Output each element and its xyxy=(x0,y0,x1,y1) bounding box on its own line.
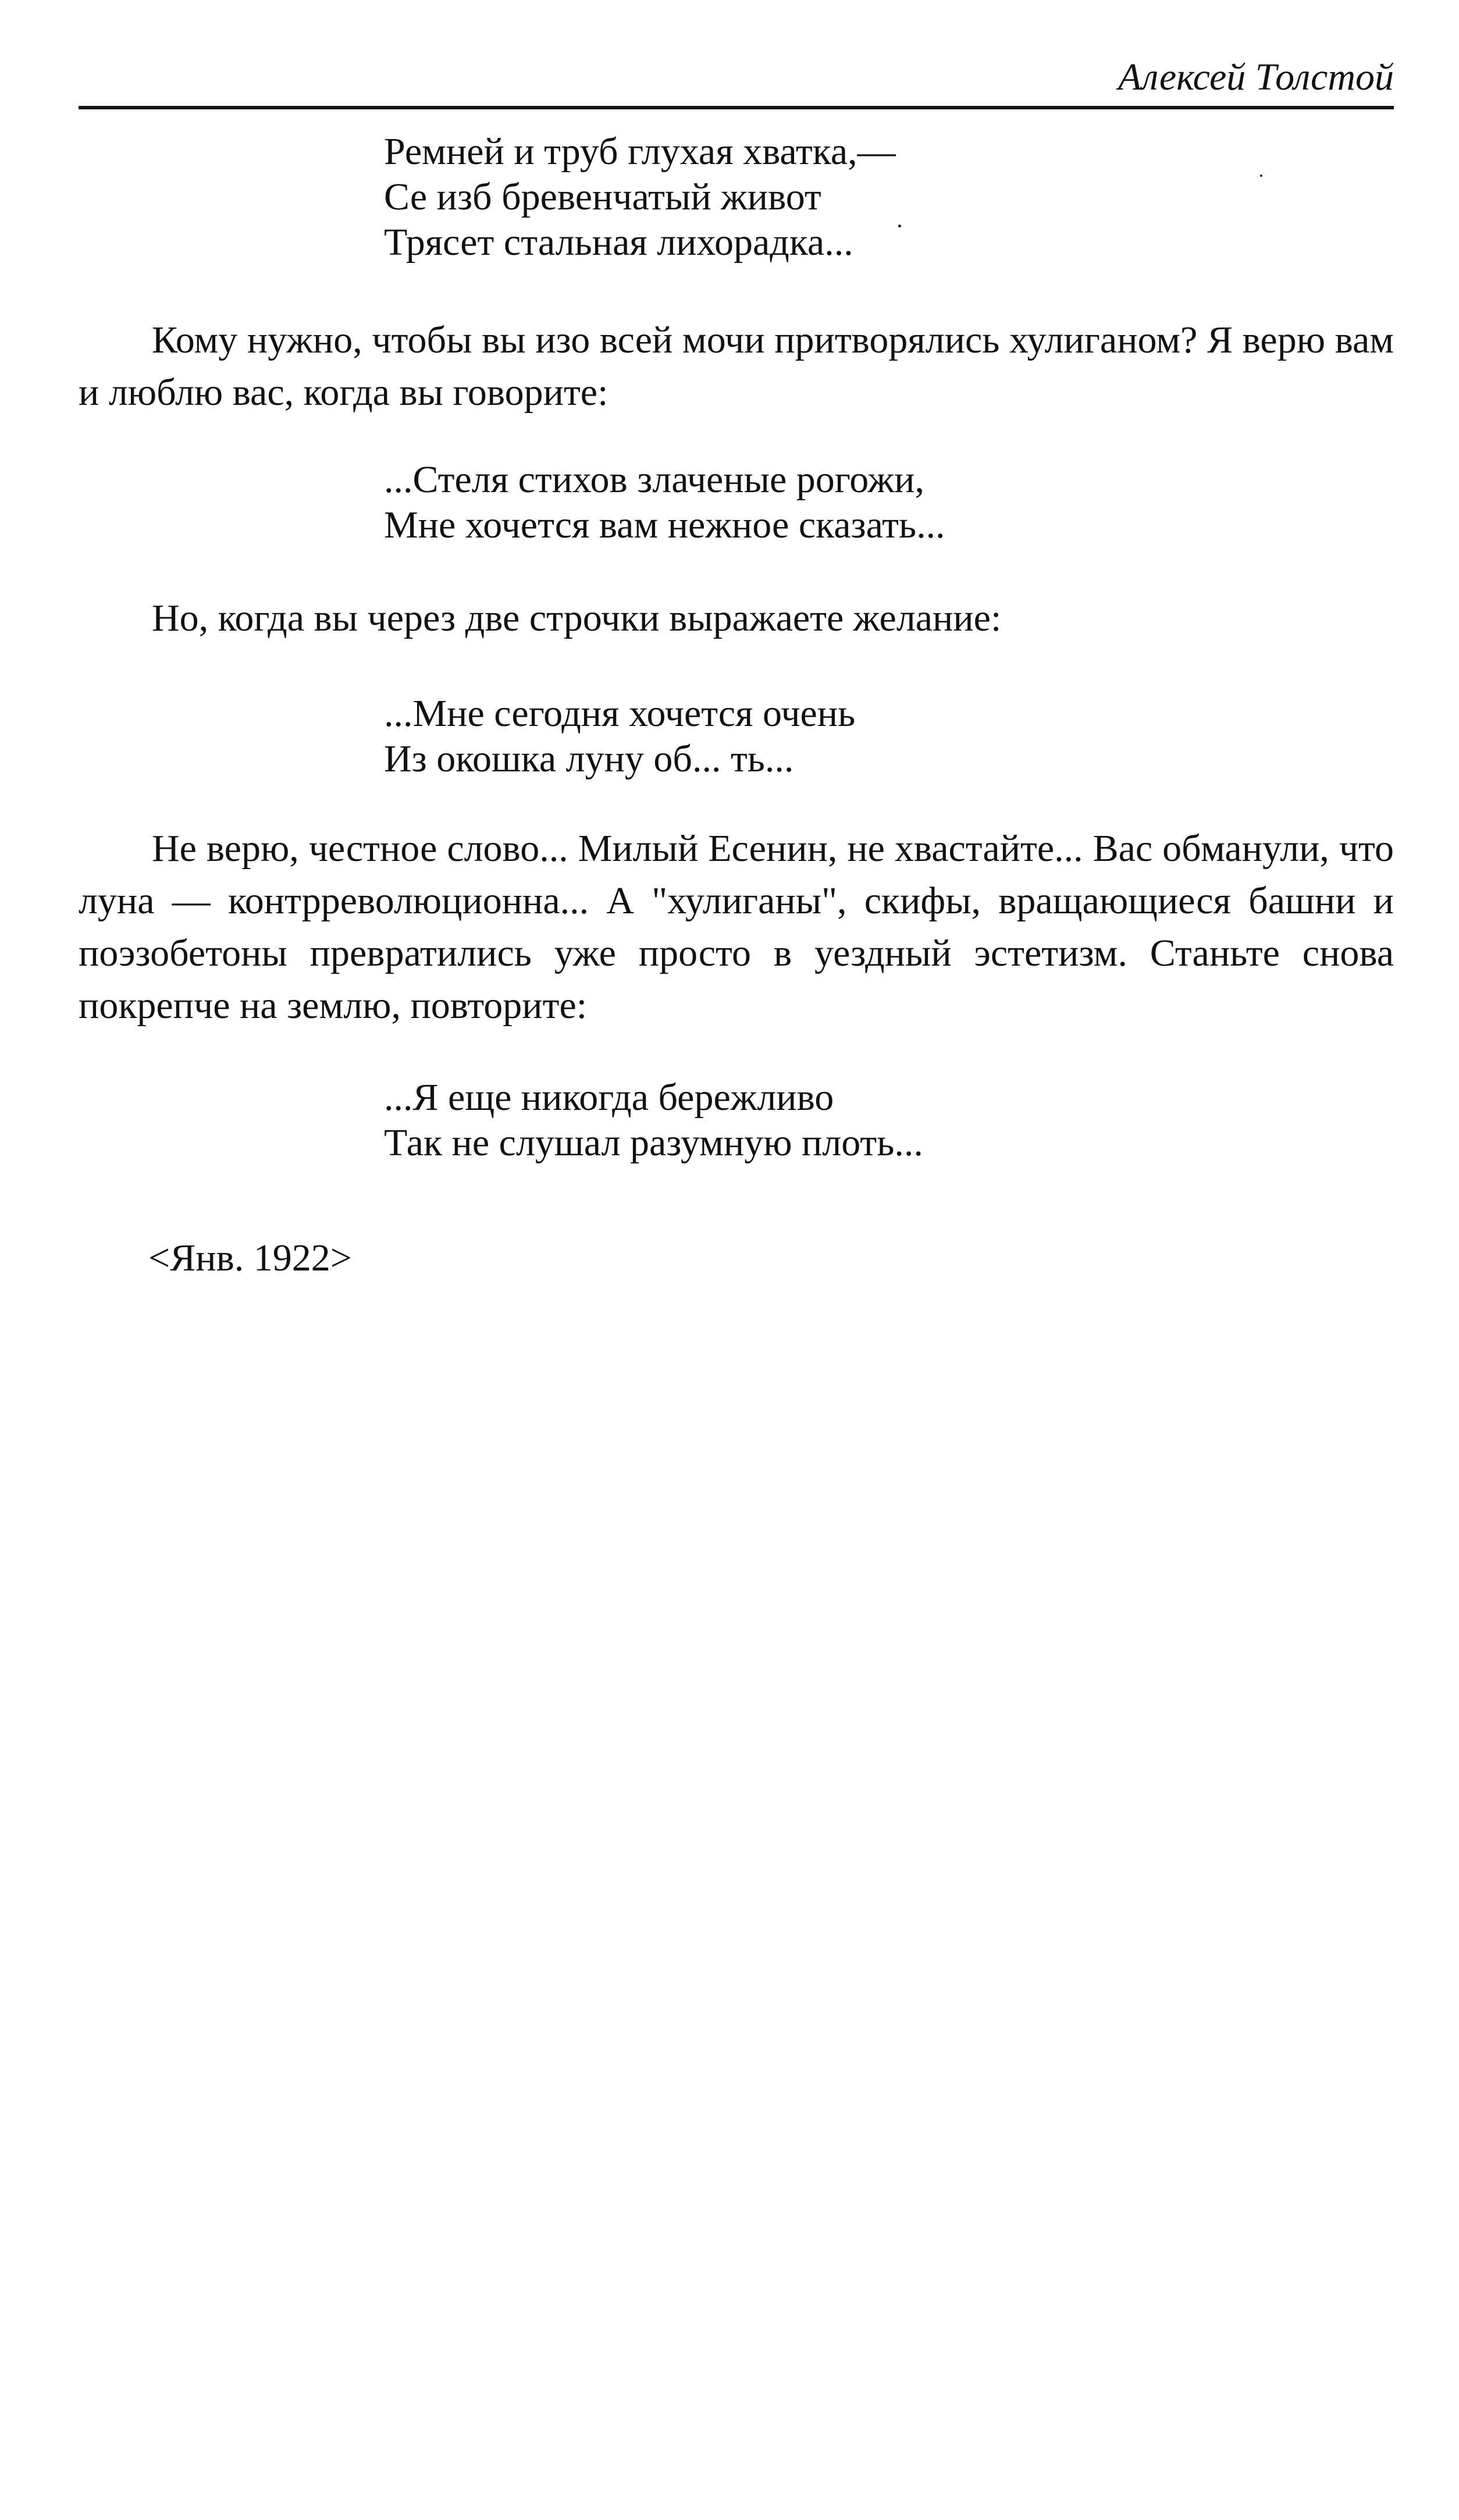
date-line: <Янв. 1922> xyxy=(148,1237,352,1279)
header-rule xyxy=(79,106,1394,109)
verse-line: Так не слушал разумную плоть... xyxy=(384,1122,923,1164)
verse-line: Из окошка луну об... ть... xyxy=(384,738,794,780)
print-speck xyxy=(898,225,901,227)
paragraph-2: Но, когда вы через две строчки выражаете желание: xyxy=(152,597,1002,639)
verse-line: Се изб бревенчатый живот xyxy=(384,176,821,218)
verse-block-1 xyxy=(384,129,896,265)
verse-line: ...Мне сегодня хочется очень xyxy=(384,692,856,735)
verse-line: Мне хочется вам нежное сказать... xyxy=(384,504,945,546)
print-speck xyxy=(1260,175,1262,177)
paragraph-1: Кому нужно, чтобы вы изо всей мочи притворялись хулиганом? Я верю вам и люблю вас, когда вы говорите: xyxy=(79,319,1394,414)
verse-line: ...Стеля стихов злаченые рогожи, xyxy=(384,458,924,501)
verse-line: Ремней и труб глухая хватка,— xyxy=(384,130,896,173)
verse-block-2 xyxy=(384,457,945,548)
verse-line: Трясет стальная лихорадка... xyxy=(384,221,853,264)
running-head-author: Алексей Толстой xyxy=(1118,56,1394,98)
verse-block-4 xyxy=(384,1075,923,1166)
paragraph-3: Не верю, честное слово... Милый Есенин, не хвастайте... Вас обманули, что луна — контрреволюционна... А "хулиганы", скифы, вращающиеся башни и поэзобетоны превратились уже просто в уездный эстетизм. Станьте снова покрепче на землю, повторите: xyxy=(79,827,1394,1027)
verse-line: ...Я еще никогда бережливо xyxy=(384,1076,834,1119)
verse-block-3 xyxy=(384,691,855,782)
